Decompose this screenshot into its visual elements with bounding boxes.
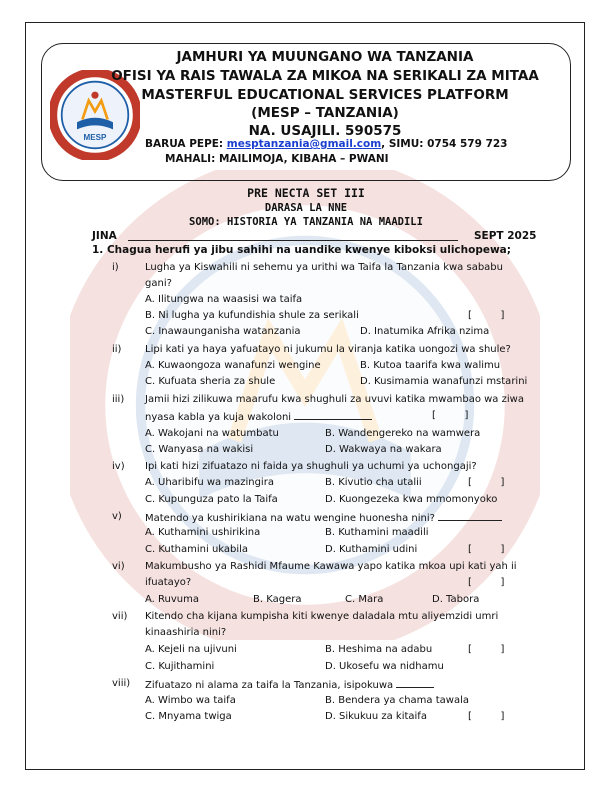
option-d[interactable]: D. Kuongezeka kwa mmomonyoko [325,494,498,505]
option-d[interactable]: D. Sikukuu za kitaifa [325,711,427,722]
email-label: BARUA PEPE: [145,138,227,150]
option-d[interactable]: D. Kuthamini udini [325,544,418,555]
question-text: Kitendo cha kijana kumpisha kiti kwenye daladala mtu aliyemzidi umri [145,611,499,622]
question-text-cont: kinaashiria nini? [145,627,227,638]
question-text: Matendo ya kushirikiana na watu wengine huonesha nini? [145,511,502,524]
option-a[interactable]: A. Kejeli na ujivuni [145,644,237,655]
answer-box[interactable]: [ ] [468,711,505,722]
option-d[interactable]: D. Inatumika Afrika nzima [360,326,490,337]
registration-number: NA. USAJILI. 590575 [248,123,402,139]
option-c[interactable]: C. Inawaunganisha watanzania [145,326,301,337]
question-number: vii) [112,611,128,622]
phone-text: , SIMU: 0754 579 723 [381,138,508,150]
option-c[interactable]: C. Kuthamini ukabila [145,544,249,555]
question-number: ii) [112,344,122,355]
question-text-cont: ifuatayo? [145,577,192,588]
exam-subject: SOMO: HISTORIA YA TANZANIA NA MAADILI [189,216,423,228]
answer-box[interactable]: [ ] [468,477,505,488]
exam-class: DARASA LA NNE [264,202,348,214]
answer-box[interactable]: [ ] [468,577,505,588]
contact-line [145,138,508,150]
question-number: vi) [112,561,125,572]
question-text: Lipi kati ya haya yafuatayo ni jukumu la viranja katika uongozi wa shule? [145,344,511,355]
option-a[interactable]: A. Uharibifu wa mazingira [145,477,274,488]
question-number: iv) [112,461,125,472]
name-label: JINA [92,230,117,242]
option-b[interactable]: B. Kivutio cha utalii [325,477,422,488]
option-d[interactable]: D. Ukosefu wa nidhamu [325,661,444,672]
option-b[interactable]: B. Bendera ya chama tawala [325,695,469,706]
option-b[interactable]: B. Heshima na adabu [325,644,433,655]
question-text: Zifuatazo ni alama za taifa la Tanzania, isipokuwa [145,678,434,691]
option-c[interactable]: C. Kufuata sheria za shule [145,376,276,387]
option-d[interactable]: D. Kusimamia wanafunzi mstarini [360,376,528,387]
answer-box[interactable]: [ ] [468,310,505,321]
option-c[interactable]: C. Wanyasa na wakisi [145,444,254,455]
option-a[interactable]: A. Wakojani na watumbatu [145,428,279,439]
option-a[interactable]: A. Kuthamini ushirikina [145,527,261,538]
option-b[interactable]: B. Ni lugha ya kufundishia shule za serikali [145,310,359,321]
email-link[interactable]: mesptanzania@gmail.com [226,138,382,150]
question-number: iii) [112,394,125,405]
option-a[interactable]: A. Kuwaongoza wanafunzi wengine [145,360,321,371]
address-line: MAHALI: MAILIMOJA, KIBAHA – PWANI [165,153,389,165]
question-text: Ipi kati hizi zifuatazo ni faida ya shughuli ya uchumi ya uchongaji? [145,461,477,472]
exam-date: SEPT 2025 [474,230,537,242]
option-c[interactable]: C. Mara [345,594,384,605]
question-number: i) [112,262,119,273]
option-c[interactable]: C. Kupunguza pato la Taifa [145,494,278,505]
question-number: viii) [112,678,131,689]
option-b[interactable]: B. Kagera [253,594,302,605]
option-a[interactable]: A. Ruvuma [145,594,199,605]
option-d[interactable]: D. Wakwaya na wakara [325,444,442,455]
option-c[interactable]: C. Mnyama twiga [145,711,232,722]
header-line-2: OFISI YA RAIS TAWALA ZA MIKOA NA SERIKALI ZA MITAA [111,68,539,84]
option-d[interactable]: D. Tabora [432,594,480,605]
question-text: Lugha ya Kiswahili ni sehemu ya urithi wa Taifa la Tanzania kwa sababu [145,262,503,273]
answer-box[interactable]: [ ] [432,410,469,421]
option-c[interactable]: C. Kujithamini [145,661,215,672]
option-a[interactable]: A. Wimbo wa taifa [145,695,236,706]
answer-box[interactable]: [ ] [468,544,505,555]
option-b[interactable]: B. Kutoa taarifa kwa walimu [360,360,501,371]
answer-box[interactable]: [ ] [468,644,505,655]
header-line-1: JAMHURI YA MUUNGANO WA TANZANIA [176,49,474,65]
name-blank[interactable] [128,240,458,241]
logo-text: MESP [83,133,107,143]
question-number: v) [112,511,122,522]
question-text: Jamii hizi zilikuwa maarufu kwa shughuli za uvuvi katika mwambao wa ziwa [145,394,524,405]
exam-title: PRE NECTA SET III [247,186,365,200]
option-b[interactable]: B. Wandengereko na wamwera [325,428,481,439]
question-text-cont: gani? [145,278,172,289]
section-instruction: 1. Chagua herufi ya jibu sahihi na uandike kwenye kiboksi ulichopewa; [92,244,511,256]
option-a[interactable]: A. Ilitungwa na waasisi wa taifa [145,294,303,305]
option-b[interactable]: B. Kuthamini maadili [325,527,429,538]
question-text: Makumbusho ya Rashidi Mfaume Kawawa yapo katika mkoa upi kati yah ii [145,561,517,572]
header-line-4: (MESP – TANZANIA) [251,105,399,121]
question-text-cont: nyasa kabla ya kuja wakoloni [145,410,372,423]
header-line-3: MASTERFUL EDUCATIONAL SERVICES PLATFORM [141,87,509,103]
